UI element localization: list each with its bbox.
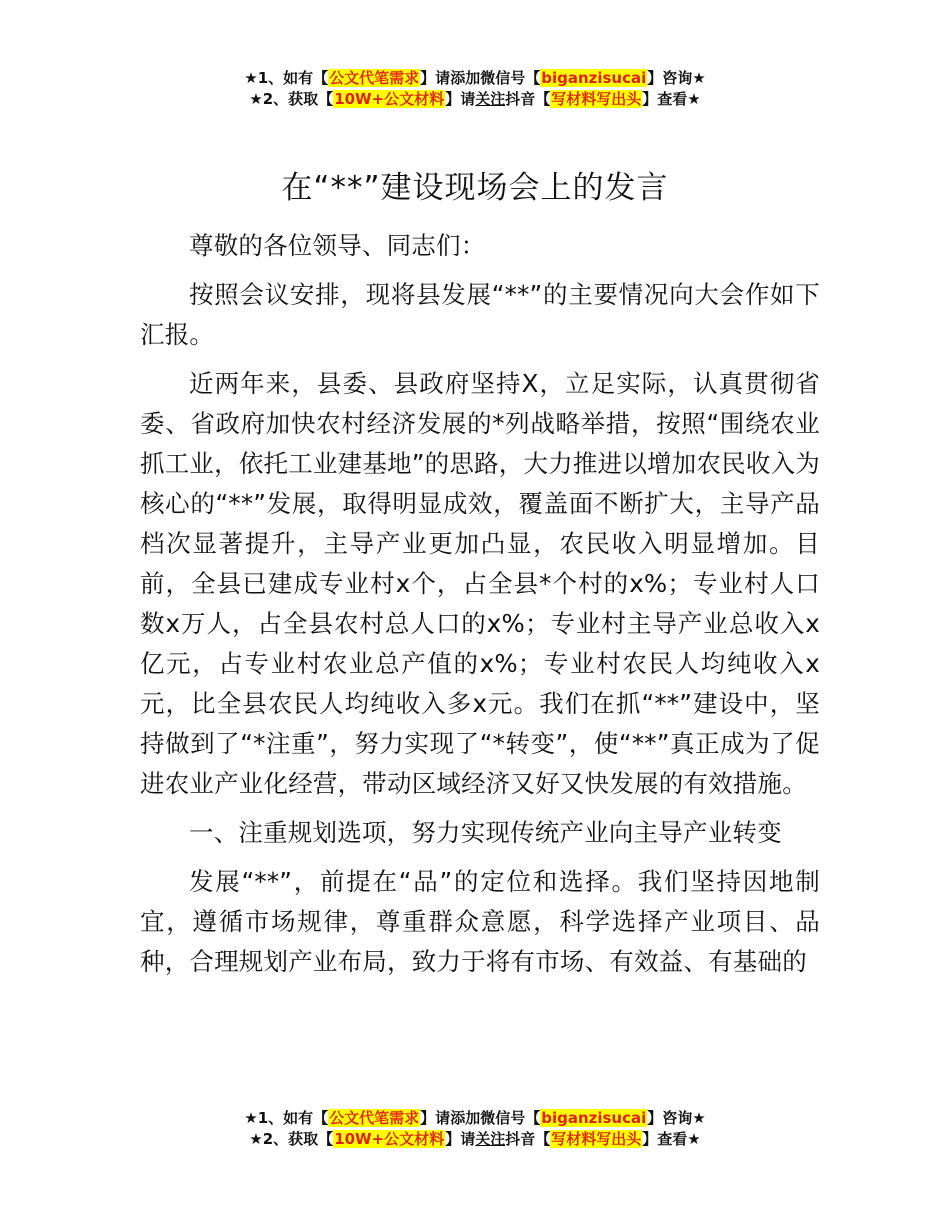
highlight-materials: 10W+公文材料 bbox=[334, 1130, 445, 1148]
highlight-writing-service: 公文代笔需求 bbox=[329, 1109, 420, 1127]
header-banner bbox=[0, 68, 950, 110]
highlight-materials: 10W+公文材料 bbox=[334, 90, 445, 108]
footer-banner bbox=[0, 1108, 950, 1150]
highlight-douyin-account: 写材料写出头 bbox=[551, 90, 642, 108]
paragraph: 发展“**”，前提在“品”的定位和选择。我们坚持因地制宜，遵循市场规律，尊重群众意愿，科学选择产业项目、品种，合理规划产业布局，致力于将有市场、有效益、有基础的 bbox=[140, 867, 820, 976]
highlight-wechat-id: biganzisucai bbox=[541, 1109, 647, 1127]
emphasis-add: 添加 bbox=[450, 69, 481, 87]
document-body bbox=[140, 226, 820, 991]
highlight-wechat-id: biganzisucai bbox=[541, 69, 647, 87]
banner-line-1: ★1、如有【公文代笔需求】请添加微信号【biganzisucai】咨询★ bbox=[244, 1109, 706, 1127]
emphasis-add: 添加 bbox=[450, 1109, 481, 1127]
paragraph: 按照会议安排，现将县发展“**”的主要情况向大会作如下汇报。 bbox=[140, 280, 820, 349]
banner-line-1: ★1、如有【公文代笔需求】请添加微信号【biganzisucai】咨询★ bbox=[244, 69, 706, 87]
highlight-writing-service: 公文代笔需求 bbox=[329, 69, 420, 87]
highlight-douyin-account: 写材料写出头 bbox=[551, 1130, 642, 1148]
emphasis-follow: 关注 bbox=[475, 90, 506, 108]
paragraph: 近两年来，县委、县政府坚持X，立足实际，认真贯彻省委、省政府加快农村经济发展的*列战略举措，按照“围绕农业抓工业，依托工业建基地”的思路，大力推进以增加农民收入为核心的“**”发展，取得明显成效，覆盖面不断扩大，主导产品档次显著提升，主导产业更加凸显，农民收入明显增加。目前，全县已建成专业村x个，占全县*个村的x%；专业村人口数x万人，占全县农村总人口的x%；专业村主导产业总收入x亿元，占专业村农业总产值的x%；专业村农民人均纯收入x元，比全县农民人均纯收入多x元。我们在抓“**”建设中，坚持做到了“*注重”，努力实现了“*转变”，使“**”真正成为了促进农业产业化经营，带动区域经济又好又快发展的有效措施。 bbox=[140, 369, 820, 798]
banner-line-2: ★2、获取【10W+公文材料】请关注抖音【写材料写出头】查看★ bbox=[249, 1130, 701, 1148]
emphasis-follow: 关注 bbox=[475, 1130, 506, 1148]
banner-line-2: ★2、获取【10W+公文材料】请关注抖音【写材料写出头】查看★ bbox=[249, 90, 701, 108]
document-title: 在“**”建设现场会上的发言 bbox=[281, 170, 669, 206]
salutation: 尊敬的各位领导、同志们： bbox=[189, 231, 486, 260]
section-heading: 一、注重规划选项，努力实现传统产业向主导产业转变 bbox=[189, 818, 782, 847]
